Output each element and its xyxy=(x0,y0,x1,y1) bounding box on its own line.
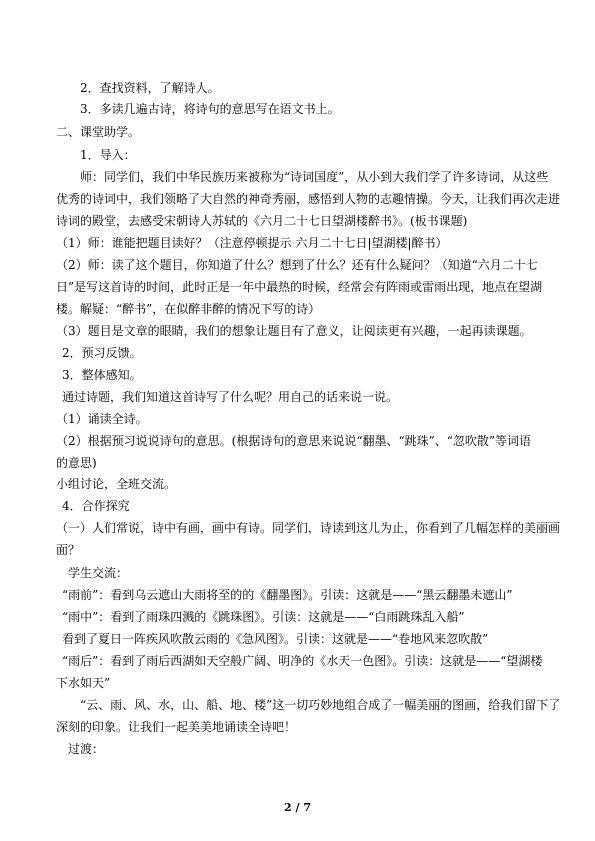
scene-after-rain-line-2: 下水如天” xyxy=(56,676,111,690)
intro-paragraph-line-2: 优秀的诗词中，我们领略了大自然的神奇秀丽，感悟到人物的志趣情操。今天，让我们再次走进 xyxy=(56,192,561,206)
scene-before-rain: “雨前”：看到乌云遮山大雨将至的的《翻墨图》。引读：这就是——“黑云翻墨未遮山” xyxy=(62,588,513,602)
step-2-line-1: （2）师：读了这个题目，你知道了什么？想到了什么？还有什么疑问？（知道“六月二十七 xyxy=(56,258,538,272)
perception-item-2-line-2: 的意思) xyxy=(56,456,97,470)
section-heading-classroom: 二、课堂助学。 xyxy=(56,125,141,139)
student-exchange-label: 学生交流： xyxy=(68,566,129,580)
prep-item-2: 2．查找资料，了解诗人。 xyxy=(80,81,220,95)
step-1-read-title: （1）师：谁能把题目读好？（注意停顿提示 六月二十七日|望湖楼|醉书） xyxy=(56,236,448,250)
transition-label: 过渡： xyxy=(68,742,105,756)
summary-line-2: 深刻的印象。让我们一起美美地诵读全诗吧！ xyxy=(56,720,297,734)
subheading-preview-feedback: 2．预习反馈。 xyxy=(62,346,142,360)
intro-paragraph-line-3: 诗词的殿堂，去感受宋朝诗人苏轼的《六月二十七日望湖楼醉书》。(板书课题) xyxy=(56,214,468,228)
step-2-line-2: 日”是写这首诗的时间，此时正是一年中最热的时候，经常会有阵雨或雷雨出现，地点在望湖 xyxy=(56,280,543,294)
perception-item-1: （1）诵读全诗。 xyxy=(56,412,148,426)
subheading-overall-perception: 3．整体感知。 xyxy=(62,368,142,382)
perception-item-2-line-1: （2）根据预习说说诗句的意思。(根据诗句的意思来说说“翻墨、“跳珠”、“忽吹散”等词语 xyxy=(56,434,531,448)
scene-after-rain-line-1: “雨后”：看到了雨后西湖如天空般广阔、明净的《水天一色图》。引读：这就是——“望湖楼 xyxy=(62,654,543,668)
group-discussion: 小组讨论，全班交流。 xyxy=(56,477,177,491)
summary-line-1: “云、雨、风、水，山、船、地、楼”这一切巧妙地组合成了一幅美丽的图画，给我们留下了 xyxy=(80,698,561,712)
page-number: 2 / 7 xyxy=(284,801,311,814)
intro-paragraph-line-1: 师：同学们，我们中华民族历来被称为“诗词国度”，从小到大我们学了许多诗词，从这些 xyxy=(80,170,549,184)
inquiry-question-line-1: （一）人们常说，诗中有画，画中有诗。同学们，诗读到这儿为止，你看到了几幅怎样的美丽画 xyxy=(56,521,561,535)
step-2-line-3: 楼。解疑：“醉书”，在似醉非醉的情况下写的诗） xyxy=(56,302,321,316)
perception-question: 通过诗题，我们知道这首诗写了什么呢？用自己的话来说一说。 xyxy=(62,390,399,404)
subheading-cooperative-inquiry: 4．合作探究 xyxy=(62,499,130,513)
prep-item-3: 3．多读几遍古诗，将诗句的意思写在语文书上。 xyxy=(80,102,340,116)
inquiry-question-line-2: 面？ xyxy=(56,543,81,557)
scene-during-rain: “雨中”：看到了雨珠四溅的《跳珠图》。引读：这就是——“白雨跳珠乱入船” xyxy=(62,610,465,624)
subheading-intro: 1．导入： xyxy=(80,148,136,162)
step-3-line: （3）题目是文章的眼睛，我们的想象让题目有了意义，让阅读更有兴趣，一起再读课题。 xyxy=(56,324,532,338)
scene-wind: 看到了夏日一阵疾风吹散云雨的《急风图》。引读：这就是——“卷地风来忽吹散” xyxy=(62,632,489,646)
